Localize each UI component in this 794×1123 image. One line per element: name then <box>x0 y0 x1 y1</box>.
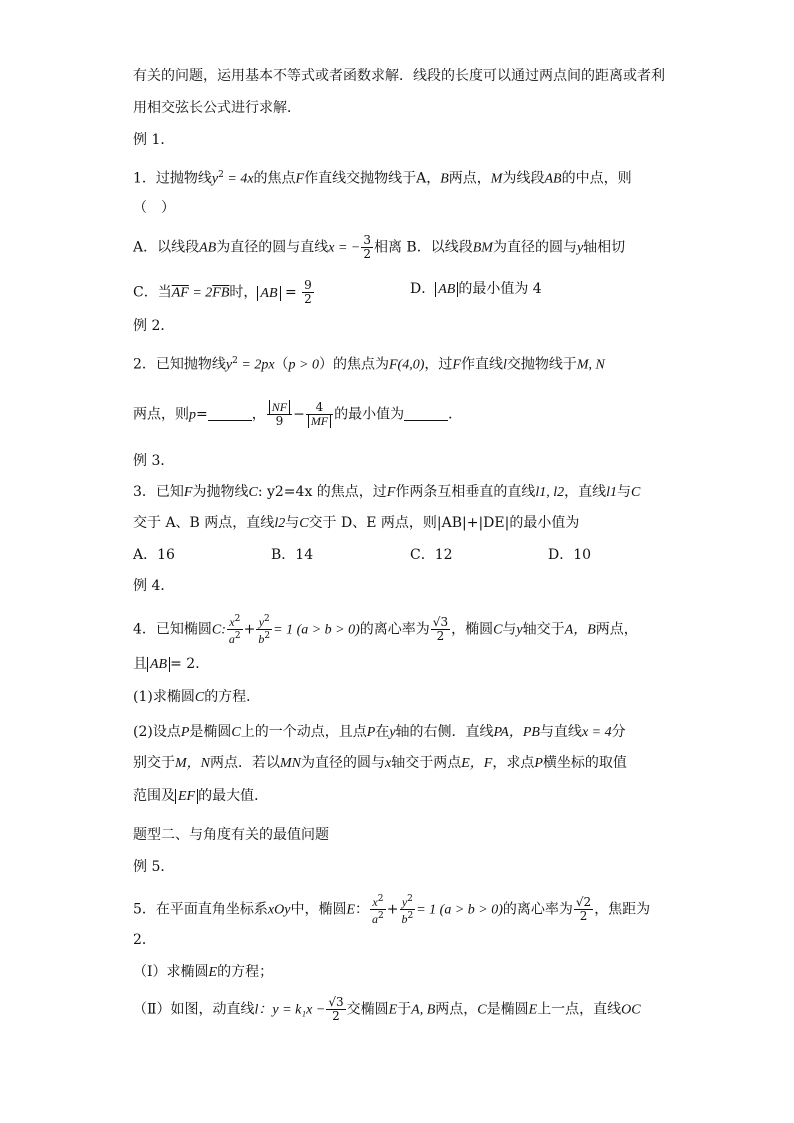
question-5-part1: （Ⅰ）求椭圆E的方程； <box>133 964 274 980</box>
question-1: 1．过抛物线$y^2 = 4x$的焦点F作直线交抛物线于A，B两点，M为线段AB的中点，则 <box>133 170 632 187</box>
question-4: 4．已知椭圆C: $\frac{x^2}{a^2}$ + $\frac{y^2}{b^2}$ = 1 (a > b > 0)的离心率为 $\frac{√3}{2}$ ，椭圆C与y轴交于A，B两点， <box>133 614 638 646</box>
section-heading: 题型二、与角度有关的最值问题 <box>133 827 329 843</box>
example-heading: 例 4． <box>133 578 175 594</box>
option-row: C．当$\overline{AF} = 2\overline{FB}$时， AB = $\frac{9}{2}$ <box>133 278 312 306</box>
option-b: B．14 <box>271 547 314 563</box>
question-5: 5．在平面直角坐标系xOy中，椭圆E： $\frac{x^2}{a^2}$ + $\frac{y^2}{b^2}$ = 1 (a > b > 0)的离心率为 $\frac{√2}{2}$ ，焦距为 <box>133 894 651 926</box>
question-3-cont: 交于 A、B 两点，直线l2与C交于 D、E 两点，则|AB|+|DE|的最小值为 <box>133 515 580 531</box>
question-2-cont: 两点，则p= ， $\frac{NF}{9}$ − $\frac{4}{MF}$ 的最小值为 ． <box>133 400 463 428</box>
example-heading: 例 5． <box>133 859 175 875</box>
option-row: A．以线段AB为直径的圆与直线x = − $\frac{3}{2}$ 相离 B．以线段BM为直径的圆与y轴相切 <box>133 233 626 261</box>
paragraph-line: 有关的问题，运用基本不等式或者函数求解．线段的长度可以通过两点间的距离或者利 <box>133 68 665 84</box>
example-heading: 例 1． <box>133 132 175 148</box>
question-4-part1: (1)求椭圆C的方程． <box>133 689 261 705</box>
option-d: D．10 <box>548 547 592 563</box>
question-4-part2-end: 范围及 EF 的最大值． <box>133 788 269 804</box>
question-2: 2．已知抛物线$y^2 = 2px(p > 0)$的焦点为F(4,0)，过F作直线l交抛物线于M, N <box>133 356 605 373</box>
question-4-cond: 且 AB = 2． <box>133 656 210 672</box>
question-4-part2-cont: 别交于M，N两点．若以MN为直径的圆与x轴交于两点E，F，求点P横坐标的取值 <box>133 755 627 771</box>
paragraph-line: 用相交弦长公式进行求解． <box>133 100 301 116</box>
option-d: D． AB 的最小值为 4 <box>410 281 542 297</box>
question-3: 3．已知F为抛物线C: y2=4x 的焦点，过F作两条互相垂直的直线l1, l2，直线l1与C <box>133 484 641 500</box>
example-heading: 例 2． <box>133 318 175 334</box>
option-c: C．12 <box>410 547 453 563</box>
question-5-part2: （Ⅱ）如图，动直线l：y = k₁x − $\frac{√3}{2}$ 交椭圆E于A, B两点，C是椭圆E上一点，直线OC <box>133 995 641 1023</box>
answer-paren: （ ） <box>133 200 175 216</box>
example-heading: 例 3． <box>133 453 175 469</box>
question-5-cont: 2． <box>133 932 156 948</box>
option-a: A．16 <box>133 547 175 563</box>
question-4-part2: (2)设点P是椭圆C上的一个动点，且点P在y轴的右侧．直线PA，PB与直线x = 4分 <box>133 724 626 740</box>
